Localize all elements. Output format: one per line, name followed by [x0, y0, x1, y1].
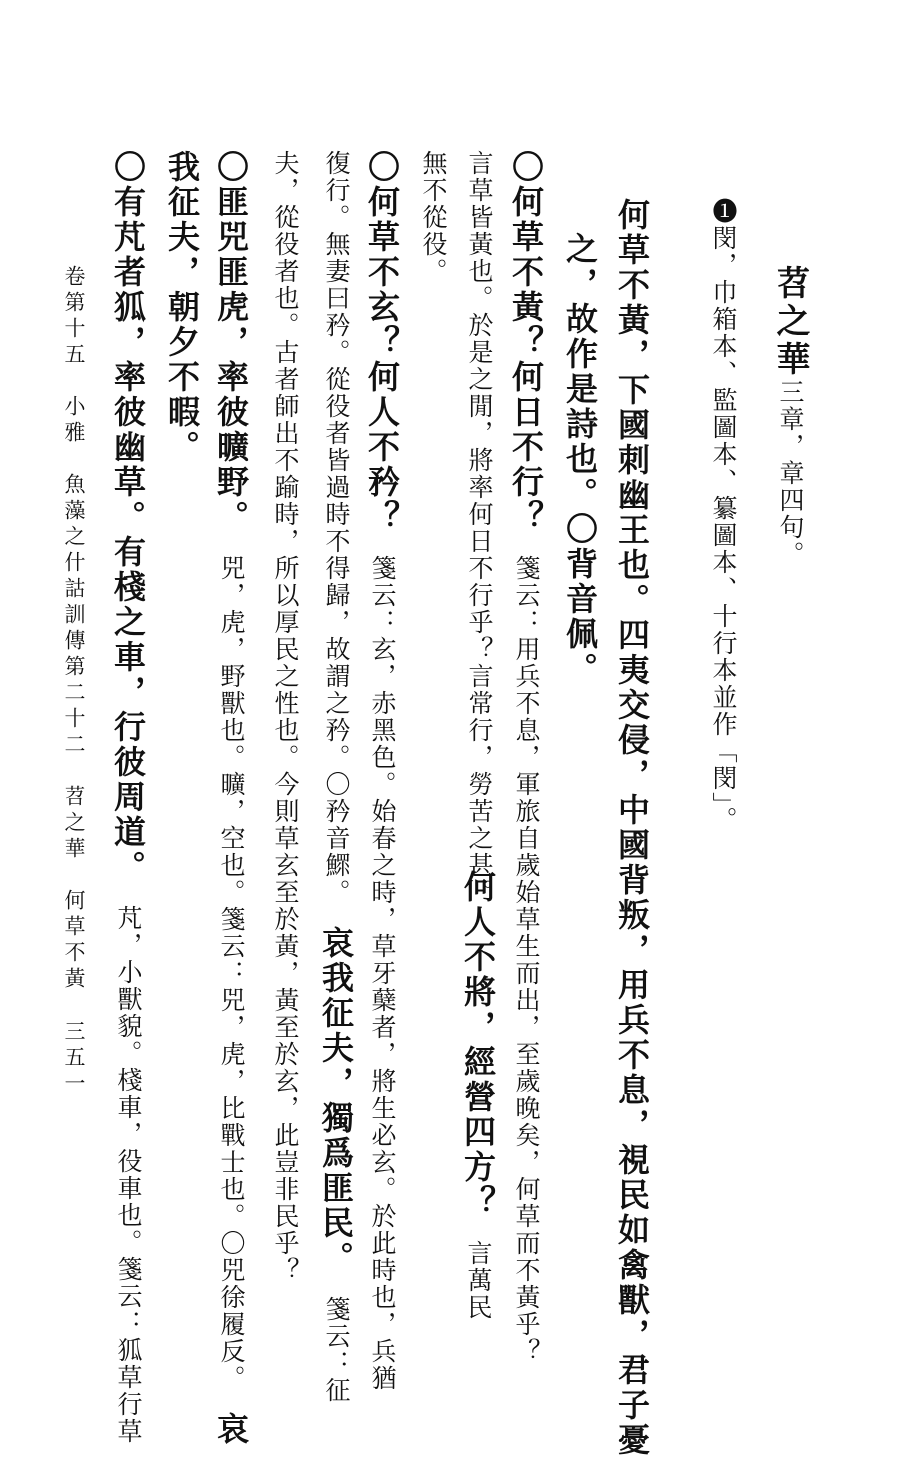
stanza1-commentary-2: 言萬民	[464, 1240, 493, 1321]
stanza2-commentary-3: 箋云：征	[322, 1296, 351, 1404]
collation-note: ❶閔，巾箱本、監圖本、纂圖本、十行本並作「閔」。	[709, 198, 738, 834]
stanza2-verse-2: 哀我征夫，獨爲匪民。	[317, 926, 355, 1276]
running-head: 卷第十五 小雅 魚藻之什詁訓傳第二十二 苕之華 何草不黃	[62, 265, 86, 993]
poem-title-column	[755, 265, 810, 585]
stanza1-commentary-1: 箋云：用兵不息，軍旅自歲始草生而出，至歲晚矣，何草而不黃乎？	[512, 555, 541, 1365]
preface-line-2: 之，故作是詩也。〇背音佩。	[561, 232, 599, 687]
stanza1-verse-1: 〇何草不黃？何日不行？	[507, 150, 545, 535]
page-number: 三五一	[62, 1020, 86, 1098]
stanza3-verse-1: 〇匪兕匪虎，率彼曠野。	[212, 150, 250, 535]
preface-line-1: 何草不黃，下國刺幽王也。四夷交侵，中國背叛，用兵不息，視民如禽獸，君子憂	[613, 198, 651, 1458]
stanza2-column-1	[356, 150, 401, 1392]
stanza1-column-3: 無不從役。	[419, 150, 448, 285]
stanza2-column-2	[310, 150, 355, 1404]
poem-title: 苕之華	[770, 265, 810, 379]
stanza3-column-1	[205, 150, 250, 1447]
stanza2-column-3: 夫，從役者也。古者師出不踰時，所以厚民之性也。今則草玄至於黃，黃至於玄，此豈非民乎？	[271, 150, 300, 1284]
stanza1-column-2b	[450, 870, 497, 1321]
stanza1-column-2: 言草皆黃也。於是之閒，將率何日不行乎？言常行，勞苦之甚。	[465, 150, 494, 906]
stanza1-verse-2: 何人不將，經營四方？	[459, 870, 497, 1220]
stanza4-column-1	[100, 150, 147, 1445]
stanza2-verse-1: 〇何草不玄？何人不矜？	[363, 150, 401, 535]
stanza2-commentary-1: 箋云：玄，赤黑色。始春之時，草牙蘖者，將生必玄。於此時也，兵猶	[368, 555, 397, 1392]
stanza2-commentary-2: 復行。無妻曰矜。從役者皆過時不得歸，故謂之矜。〇矜音鰥。	[322, 150, 351, 906]
stanza3-verse-2: 哀	[212, 1412, 250, 1447]
stanza3-column-2: 我征夫，朝夕不暇。	[163, 150, 201, 465]
stanza1-column-1	[500, 150, 545, 1365]
stanza4-verse-1: 〇有芃者狐，率彼幽草。有棧之車，行彼周道。	[109, 150, 147, 885]
stanza3-commentary-1: 兕，虎，野獸也。曠，空也。箋云：兕，虎，比戰士也。〇兕徐履反。	[217, 555, 246, 1392]
poem-title-detail: 三章，章四句。	[776, 379, 805, 568]
stanza4-commentary-1: 芃，小獸貌。棧車，役車也。箋云：狐草行草	[114, 905, 143, 1445]
